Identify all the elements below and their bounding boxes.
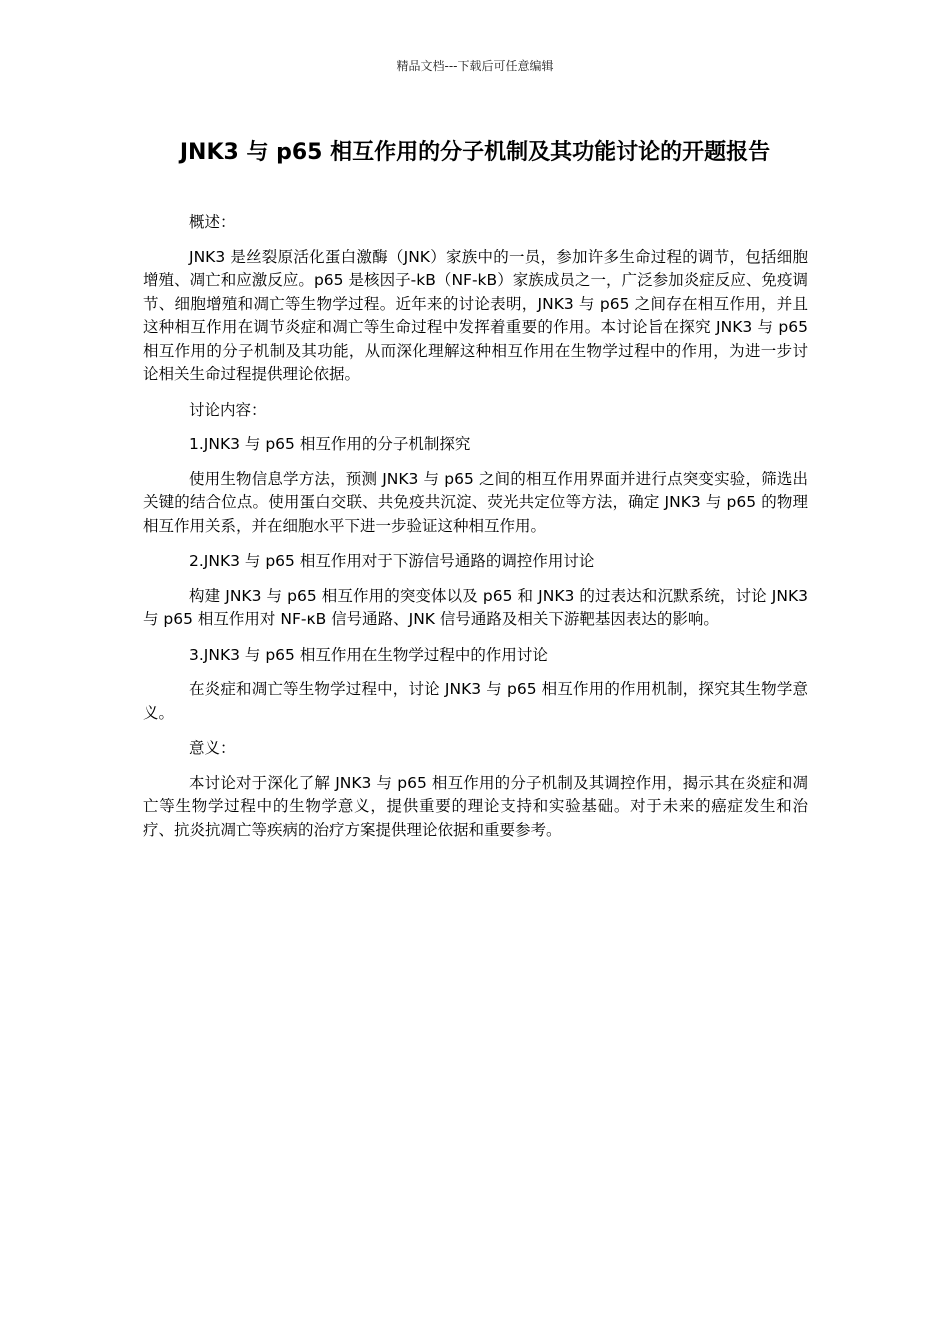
section-1-paragraph: 使用生物信息学方法，预测 JNK3 与 p65 之间的相互作用界面并进行点突变实验，筛选出关键的结合位点。使用蛋白交联、共免疫共沉淀、荧光共定位等方法，确定 JNK3 与 p65 的物理相互作用关系，并在细胞水平下进一步验证这种相互作用。 [143,469,808,535]
section-2-heading: 2.JNK3 与 p65 相互作用对于下游信号通路的调控作用讨论 [189,552,595,570]
section-3-heading: 3.JNK3 与 p65 相互作用在生物学过程中的作用讨论 [189,645,548,664]
content-heading: 讨论内容： [189,400,267,419]
header-note: 精品文档---下载后可任意编辑 [396,59,554,73]
section-3-paragraph: 在炎症和凋亡等生物学过程中，讨论 JNK3 与 p65 相互作用的作用机制，探究其生物学意义。 [143,680,808,722]
section-2-paragraph: 构建 JNK3 与 p65 相互作用的突变体以及 p65 和 JNK3 的过表达和沉默系统，讨论 JNK3 与 p65 相互作用对 NF-κB 信号通路、JNK 信号通路及相关下游靶基因表达的影响。 [143,586,808,628]
significance-heading: 意义： [189,739,236,757]
significance-paragraph: 本讨论对于深化了解 JNK3 与 p65 相互作用的分子机制及其调控作用，揭示其在炎症和凋亡等生物学过程中的生物学意义，提供重要的理论支持和实验基础。对于未来的癌症发生和治疗、抗炎抗凋亡等疾病的治疗方案提供理论依据和重要参考。 [143,773,808,839]
document-title: JNK3 与 p65 相互作用的分子机制及其功能讨论的开题报告 [179,140,771,165]
overview-paragraph: JNK3 是丝裂原活化蛋白激酶（JNK）家族中的一员，参加许多生命过程的调节，包括细胞增殖、凋亡和应激反应。p65 是核因子-kB（NF-kB）家族成员之一，广泛参加炎症反应、免疫调节、细胞增殖和凋亡等生物学过程。近年来的讨论表明，JNK3 与 p65 之间存在相互作用，并且这种相互作用在调节炎症和凋亡等生命过程中发挥着重要的作用。本讨论旨在探究 JNK3 与 p65 相互作用的分子机制及其功能，从而深化理解这种相互作用在生物学过程中的作用，为进一步讨论相关生命过程提供理论依据。 [143,247,808,383]
document-body [143,211,808,854]
overview-heading: 概述： [189,213,236,231]
section-1-heading: 1.JNK3 与 p65 相互作用的分子机制探究 [189,435,471,453]
